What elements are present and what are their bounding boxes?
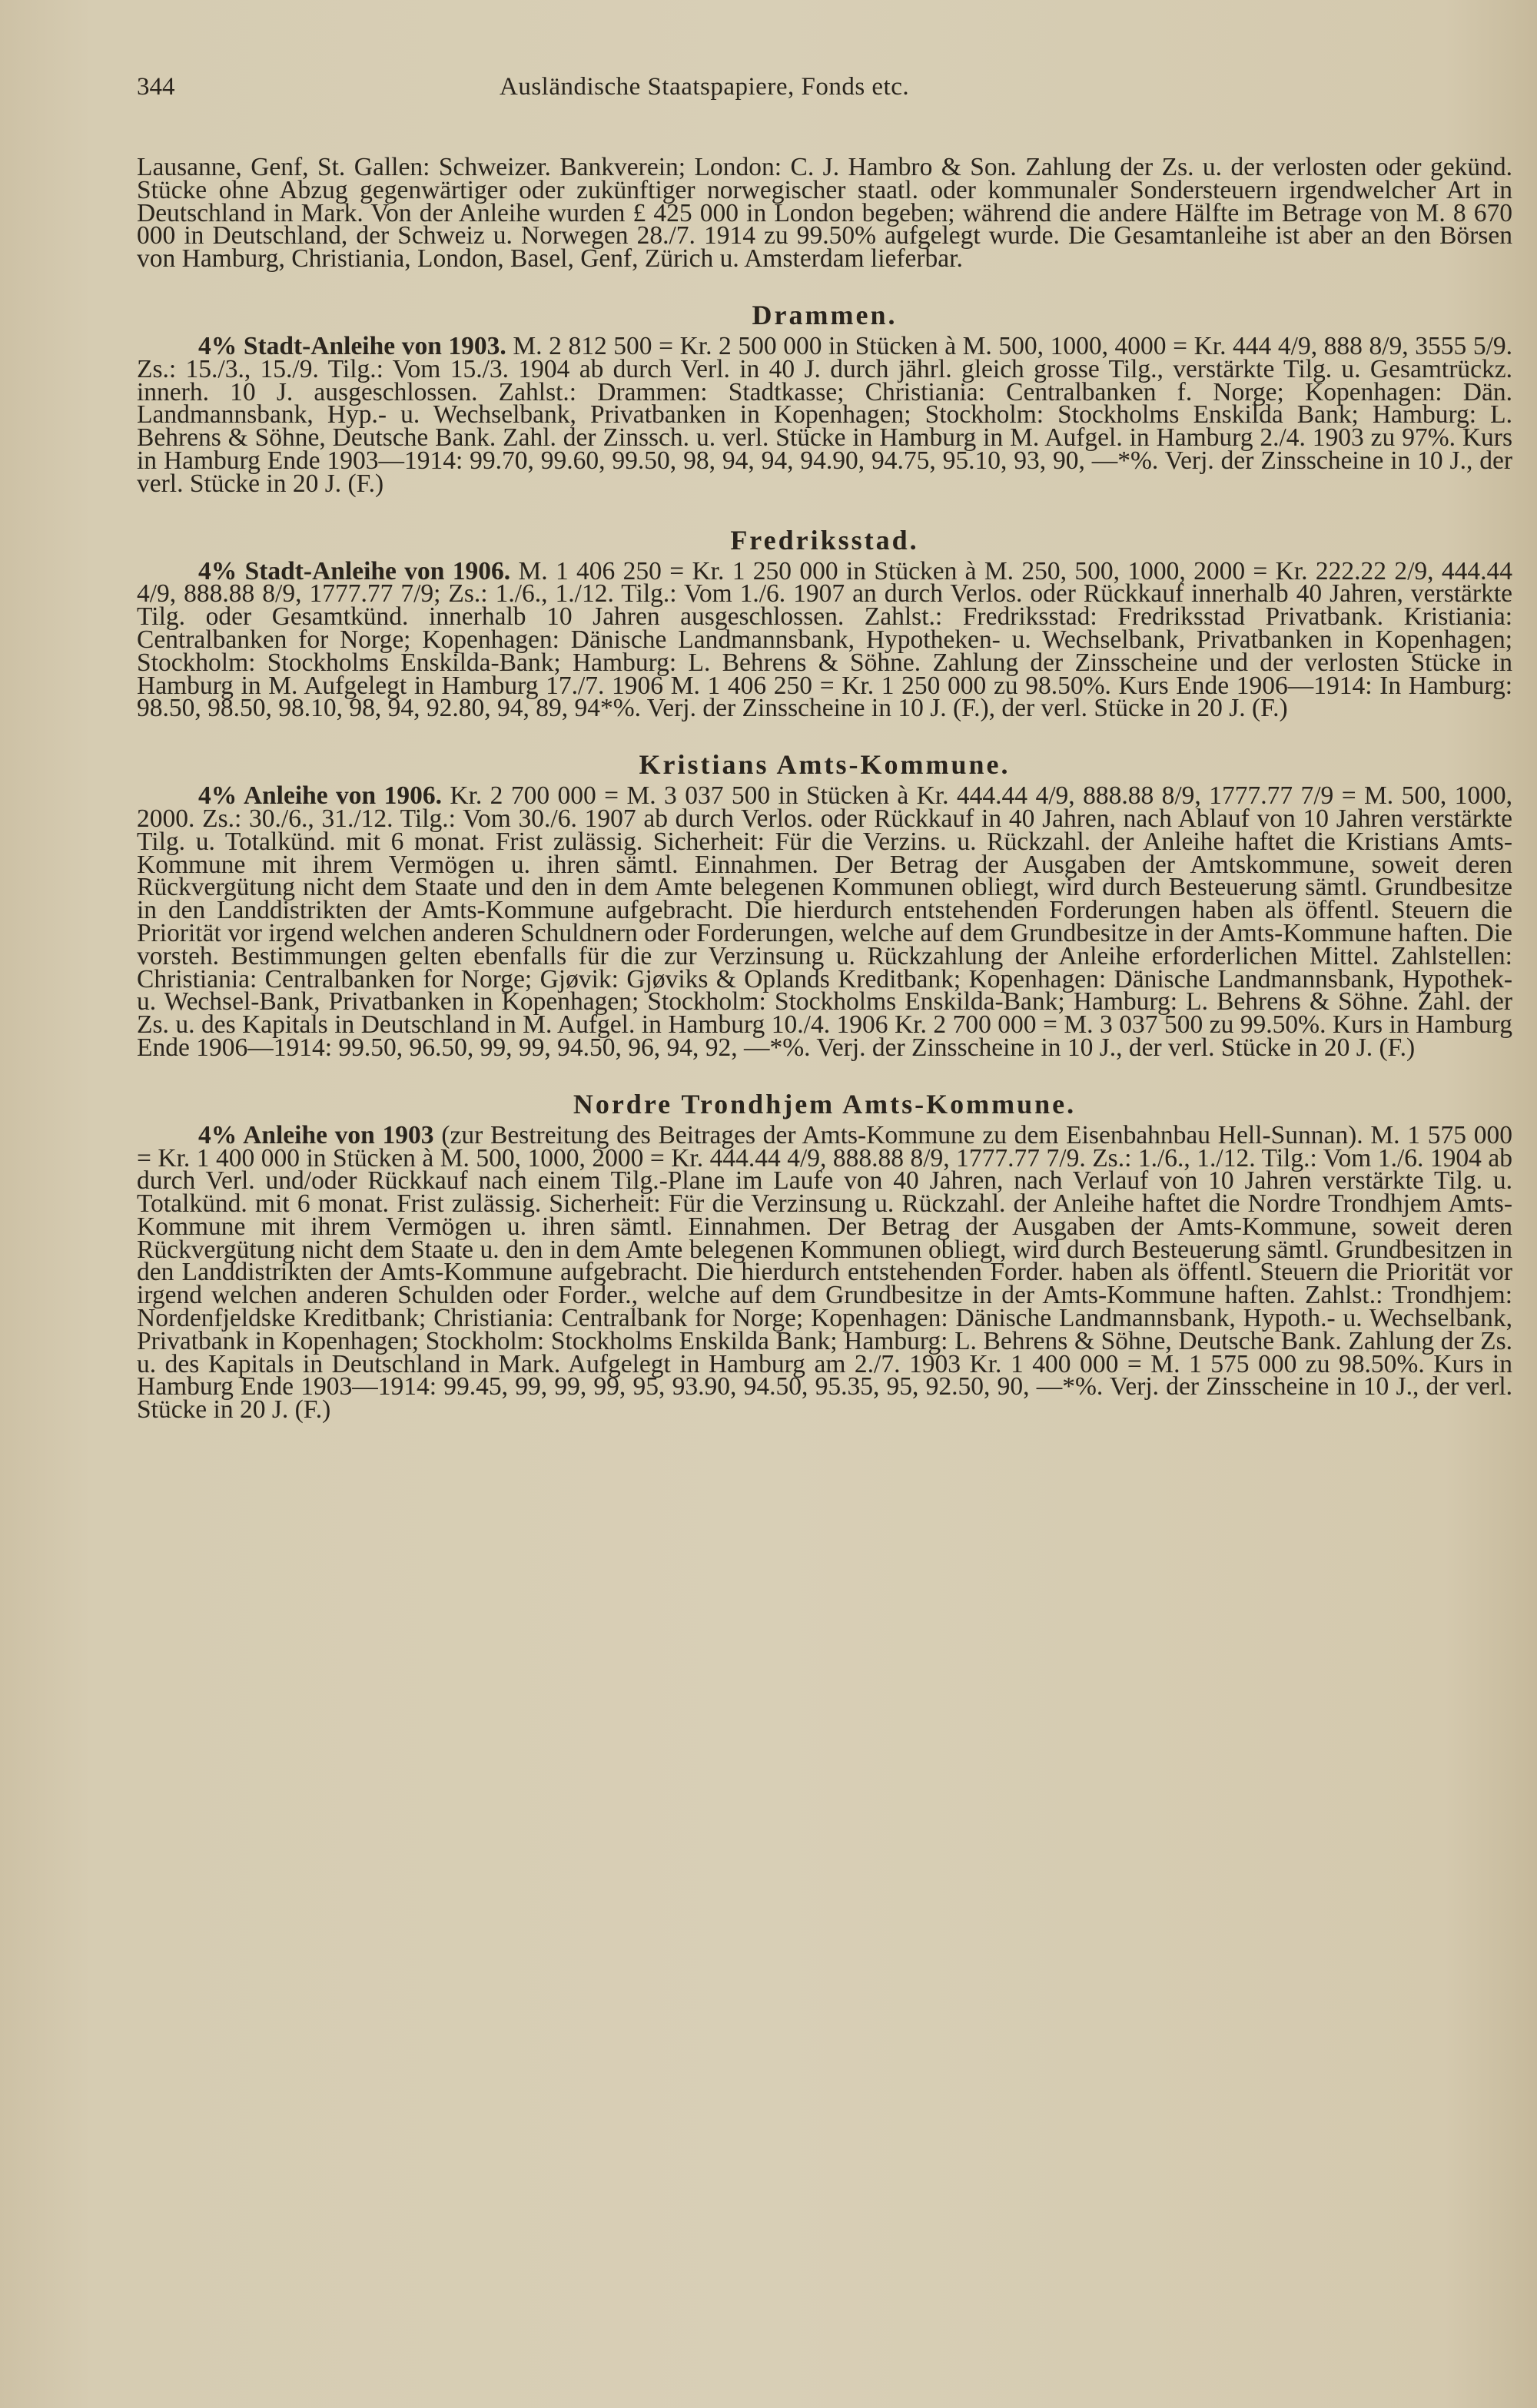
loan-details: (zur Bestreitung des Beitrages der Amts-Kommune zu dem Eisenbahnbau Hell-Sunnan). M. 1 575 000 = Kr. 1 400 000 in Stücken à M. 500, 1000, 2000 = Kr. 444.44 4/9, 888.88 8/9, 1777.77 7/9. Zs.: 1./6., 1./12. Tilg.: Vom 1./6. 1904 ab durch Verl. und/oder Rückkauf nach einem Tilg.-Plane im Laufe von 40 Jahren, nach Verlauf von 10 Jahren verstärkte Tilg. u. Totalkünd. mit 6 monat. Frist zulässig. Sicherheit: Für die Verzinsung u. Rückzahl. der Anleihe haftet die Nordre Trondhjem Amts-Kommune mit ihrem Vermögen u. ihren sämtl. Einnahmen. Der Betrag der Ausgaben der Amts-Kommune, soweit deren Rückvergütung nicht dem Staate u. den in dem Amte belegenen Kommunen obliegt, wird durch Besteuerung sämtl. Grundbesitzen in den Landdistrikten der Amts-Kommune aufgebracht. Die hierdurch entstehenden Forder. haben als öffentl. Steuern die Priorität vor irgend welchen anderen Schulden oder Forder., welche auf dem Grundbesitze in der Amts-Kommune haften. Zahlst.: Trondhjem: Nordenfjeldske Kreditbank; Christiania: Centralbank for Norge; Kopenhagen: Dänische Landmannsbank, Hypoth.- u. Wechselbank, Privatbank in Kopenhagen; Stockholm: Stockholms Enskilda Bank; Hamburg: L. Behrens & Söhne, Deutsche Bank. Zahlung der Zs. u. des Kapitals in Deutschland in Mark. Aufgelegt in Hamburg am 2./7. 1903 Kr. 1 400 000 = M. 1 575 000 zu 98.50%. Kurs in Hamburg Ende 1903—1914: 99.45, 99, 99, 99, 95, 93.90, 94.50, 95.35, 95, 92.50, 90, —*%. Verj. der Zinsscheine in 10 J., der verl. Stücke in 20 J. (F.): [137, 1120, 1513, 1425]
section-title-drammen: Drammen.: [752, 299, 898, 330]
page-number: 344: [137, 73, 175, 101]
loan-details: Kr. 2 700 000 = M. 3 037 500 in Stücken à Kr. 444.44 4/9, 888.88 8/9, 1777.77 7/9 = M. 500, 1000, 2000. Zs.: 30./6., 31./12. Tilg.: Vom 30./6. 1907 ab durch Verlos. oder Rückkauf in 40 Jahren, nach Ablauf von 10 Jahren verstärkte Tilg. u. Totalkünd. mit 6 monat. Frist zulässig. Sicherheit: Für die Verzins. u. Rückzahl. der Anleihe haftet die Kristians Amts-Kommune mit ihrem Vermögen u. ihren sämtl. Einnahmen. Der Betrag der Ausgaben der Amtskommune, soweit deren Rückvergütung nicht dem Staate und den in dem Amte belegenen Kommunen obliegt, wird durch Besteuerung sämtl. Grundbesitze in den Landdistrikten der Amts-Kommune aufgebracht. Die hierdurch entstehenden Forderungen haben als öffentl. Steuern die Priorität vor irgend welchen anderen Schuldnern oder Forderungen, welche auf dem Grundbesitze in der Amts-Kommune haften. Die vorsteh. Bestimmungen gelten ebenfalls für die zur Verzinsung u. Rückzahlung der Anleihe erforderlichen Mittel. Zahlstellen: Christiania: Centralbanken for Norge; Gjøvik: Gjøviks & Oplands Kreditbank; Kopenhagen: Dänische Landmannsbank, Hypothek- u. Wechsel-Bank, Privatbanken in Kopenhagen; Stockholm: Stockholms Enskilda-Bank; Hamburg: L. Behrens & Söhne. Zahl. der Zs. u. des Kapitals in Deutschland in M. Aufgel. in Hamburg 10./4. 1906 Kr. 2 700 000 = M. 3 037 500 zu 99.50%. Kurs in Hamburg Ende 1906—1914: 99.50, 96.50, 99, 99, 94.50, 96, 94, 92, —*%. Verj. der Zinsscheine in 10 J., der verl. Stücke in 20 J. (F.): [137, 781, 1513, 1062]
loan-heading: 4% Stadt-Anleihe von 1903.: [198, 331, 506, 360]
section-body-fredriksstad: [137, 556, 1513, 723]
section-title-fredriksstad: Fredriksstad.: [730, 524, 919, 556]
section-body-drammen: [137, 331, 1513, 498]
section-body-nordre-trondhjem: [137, 1120, 1513, 1425]
section-body-kristians: [137, 781, 1513, 1062]
running-title: Ausländische Staatspapiere, Fonds etc.: [500, 73, 910, 101]
intro-paragraph: Lausanne, Genf, St. Gallen: Schweizer. Bankverein; London: C. J. Hambro & Son. Zahlung der Zs. u. der verlosten oder gekünd. Stücke ohne Abzug gegenwärtiger oder zukünftiger norwegischer staatl. oder kommunaler Sondersteuern irgendwelcher Art in Deutschland in Mark. Von der Anleihe wurden £ 425 000 in London begeben; während die andere Hälfte im Betrage von M. 8 670 000 in Deutschland, der Schweiz u. Norwegen 28./7. 1914 zu 99.50% aufgelegt wurde. Die Gesamtanleihe ist aber an den Börsen von Hamburg, Christiania, London, Basel, Genf, Zürich u. Amsterdam lieferbar.: [137, 153, 1512, 274]
loan-details: M. 1 406 250 = Kr. 1 250 000 in Stücken à M. 250, 500, 1000, 2000 = Kr. 222.22 2/9, 444.44 4/9, 888.88 8/9, 1777.77 7/9; Zs.: 1./6., 1./12. Tilg.: Vom 1./6. 1907 an durch Verlos. oder Rückkauf innerhalb 40 Jahren, verstärkte Tilg. oder Gesamtkünd. innerhalb 10 Jahren ausgeschlossen. Zahlst.: Fredriksstad: Fredriksstad Privatbank. Kristiania: Centralbanken for Norge; Kopenhagen: Dänische Landmannsbank, Hypotheken- u. Wechselbank, Privatbanken in Kopenhagen; Stockholm: Stockholms Enskilda-Bank; Hamburg: L. Behrens & Söhne. Zahlung der Zinsscheine und der verlosten Stücke in Hamburg in M. Aufgelegt in Hamburg 17./7. 1906 M. 1 406 250 = Kr. 1 250 000 zu 98.50%. Kurs Ende 1906—1914: In Hamburg: 98.50, 98.50, 98.10, 98, 94, 92.80, 94, 89, 94*%. Verj. der Zinsscheine in 10 J. (F.), der verl. Stücke in 20 J. (F.): [137, 556, 1513, 723]
loan-heading: 4% Anleihe von 1906.: [198, 781, 442, 811]
section-title-nordre-trondhjem: Nordre Trondhjem Amts-Kommune.: [573, 1088, 1077, 1119]
section-title-kristians: Kristians Amts-Kommune.: [639, 749, 1011, 781]
loan-heading: 4% Anleihe von 1903: [198, 1120, 434, 1149]
loan-heading: 4% Stadt-Anleihe von 1906.: [198, 556, 511, 585]
page-header: [137, 73, 1514, 119]
loan-details: M. 2 812 500 = Kr. 2 500 000 in Stücken à M. 500, 1000, 4000 = Kr. 444 4/9, 888 8/9, 3555 5/9. Zs.: 15./3., 15./9. Tilg.: Vom 15./3. 1904 ab durch Verl. in 40 J. durch jährl. gleich grosse Tilg., verstärkte Tilg. u. Gesamtrückz. innerh. 10 J. ausgeschlossen. Zahlst.: Drammen: Stadtkasse; Christiania: Centralbanken f. Norge; Kopenhagen: Dän. Landmannsbank, Hyp.- u. Wechselbank, Privatbanken in Kopenhagen; Stockholm: Stockholms Enskilda Bank; Hamburg: L. Behrens & Söhne, Deutsche Bank. Zahl. der Zinssch. u. verl. Stücke in Hamburg in M. Aufgel. in Hamburg 2./4. 1903 zu 97%. Kurs in Hamburg Ende 1903—1914: 99.70, 99.60, 99.50, 98, 94, 94, 94.90, 94.75, 95.10, 93, 90, —*%. Verj. der Zinsscheine in 10 J., der verl. Stücke in 20 J. (F.): [137, 331, 1513, 498]
